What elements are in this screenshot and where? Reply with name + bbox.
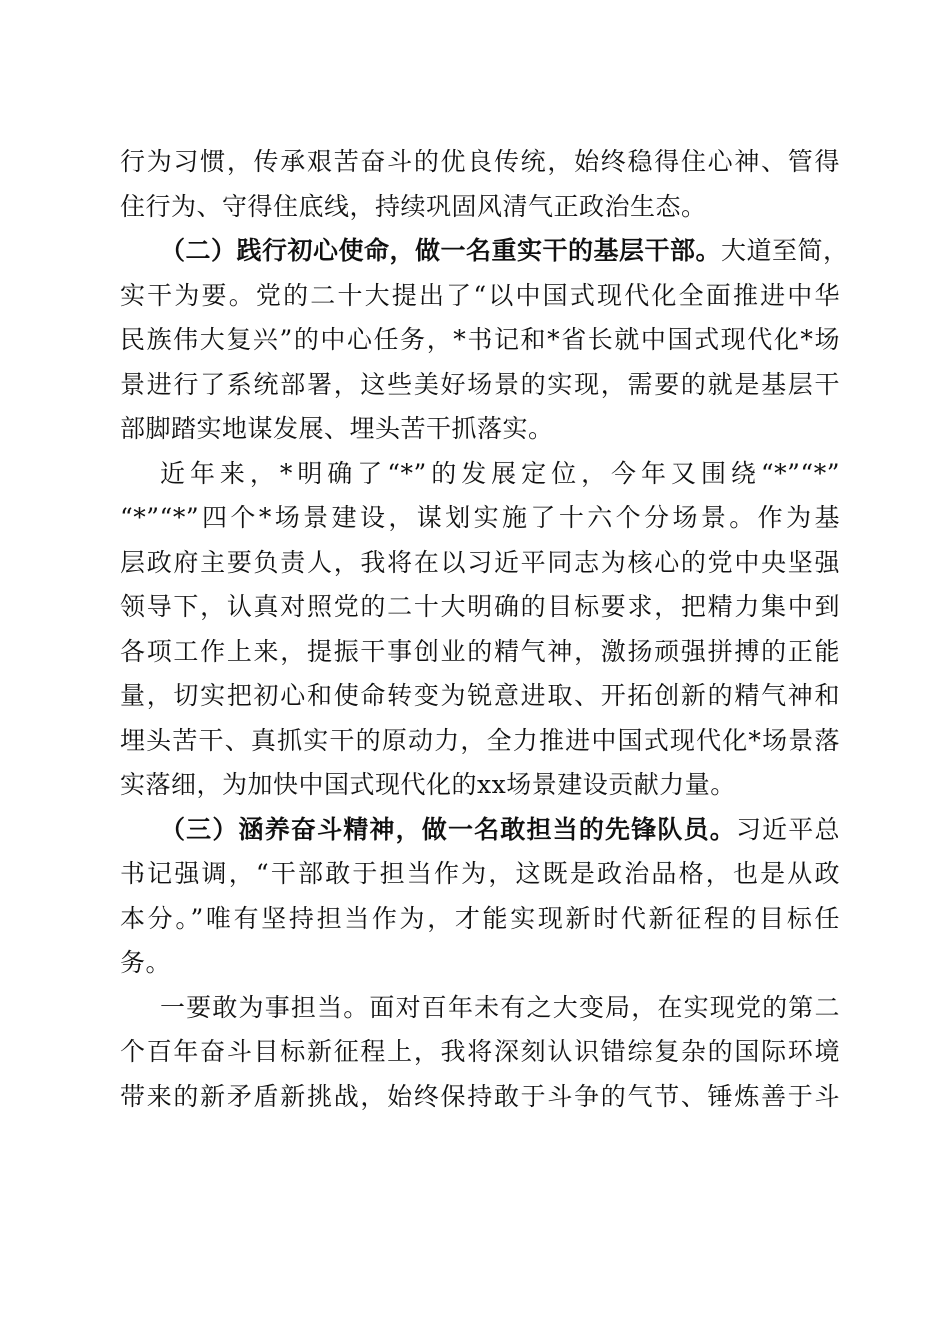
text-line: 住行为、守得住底线，持续巩固风清气正政治生态。	[120, 191, 707, 221]
text-line: 民族伟大复兴”的中心任务，*书记和*省长就中国式现代化*场	[120, 325, 840, 354]
text-line: 埋头苦干、真抓实干的原动力，全力推进中国式现代化*场景落	[120, 725, 840, 755]
text-line: 行为习惯，传承艰苦奋斗的优良传统，始终稳得住心神、管得	[120, 147, 840, 176]
text-line: 本分。”唯有坚持担当作为，才能实现新时代新征程的目标任	[120, 903, 840, 933]
text-line: 书记强调，“干部敢于担当作为，这既是政治品格，也是从政	[120, 859, 840, 888]
text-line: 一要敢为事担当。面对百年未有之大变局，在实现党的第二	[160, 992, 840, 1022]
text-line: 量，切实把初心和使命转变为锐意进取、开拓创新的精气神和	[120, 681, 840, 710]
text-line: 实落细，为加快中国式现代化的xx场景建设贡献力量。	[120, 770, 736, 799]
text-fragment: 习近平总	[735, 814, 840, 844]
text-line: 层政府主要负责人，我将在以习近平同志为核心的党中央坚强	[120, 547, 840, 577]
text-line	[120, 229, 849, 274]
section-heading: （二）践行初心使命，做一名重实干的基层干部。	[160, 236, 722, 265]
text-line: 个百年奋斗目标新征程上，我将深刻认识错综复杂的国际环境	[120, 1037, 840, 1066]
paragraph-1	[120, 140, 840, 229]
document-body	[120, 140, 849, 1119]
text-line: 景进行了系统部署，这些美好场景的实现，需要的就是基层干	[120, 369, 840, 399]
text-line: 近年来，*明确了“*”的发展定位，今年又围绕“*”“*”	[160, 458, 840, 488]
text-line: 务。	[120, 948, 172, 977]
section-heading: （三）涵养奋斗精神，做一名敢担当的先锋队员。	[160, 814, 736, 844]
text-line: 领导下，认真对照党的二十大明确的目标要求，把精力集中到	[120, 592, 840, 621]
text-line	[120, 808, 840, 853]
text-fragment: 大道至简，	[721, 236, 849, 265]
text-line: 各项工作上来，提振干事创业的精气神，激扬顽强拼搏的正能	[120, 636, 840, 666]
paragraph-4	[120, 808, 840, 986]
text-line: “*”“*”四个*场景建设，谋划实施了十六个分场景。作为基	[120, 503, 840, 532]
paragraph-2	[120, 229, 849, 452]
text-line: 实干为要。党的二十大提出了“以中国式现代化全面推进中华	[120, 280, 840, 310]
paragraph-3	[120, 452, 840, 808]
text-line: 带来的新矛盾新挑战，始终保持敢于斗争的气节、锤炼善于斗	[120, 1081, 840, 1111]
text-line: 部脚踏实地谋发展、埋头苦干抓落实。	[120, 414, 554, 443]
paragraph-5	[120, 986, 840, 1120]
